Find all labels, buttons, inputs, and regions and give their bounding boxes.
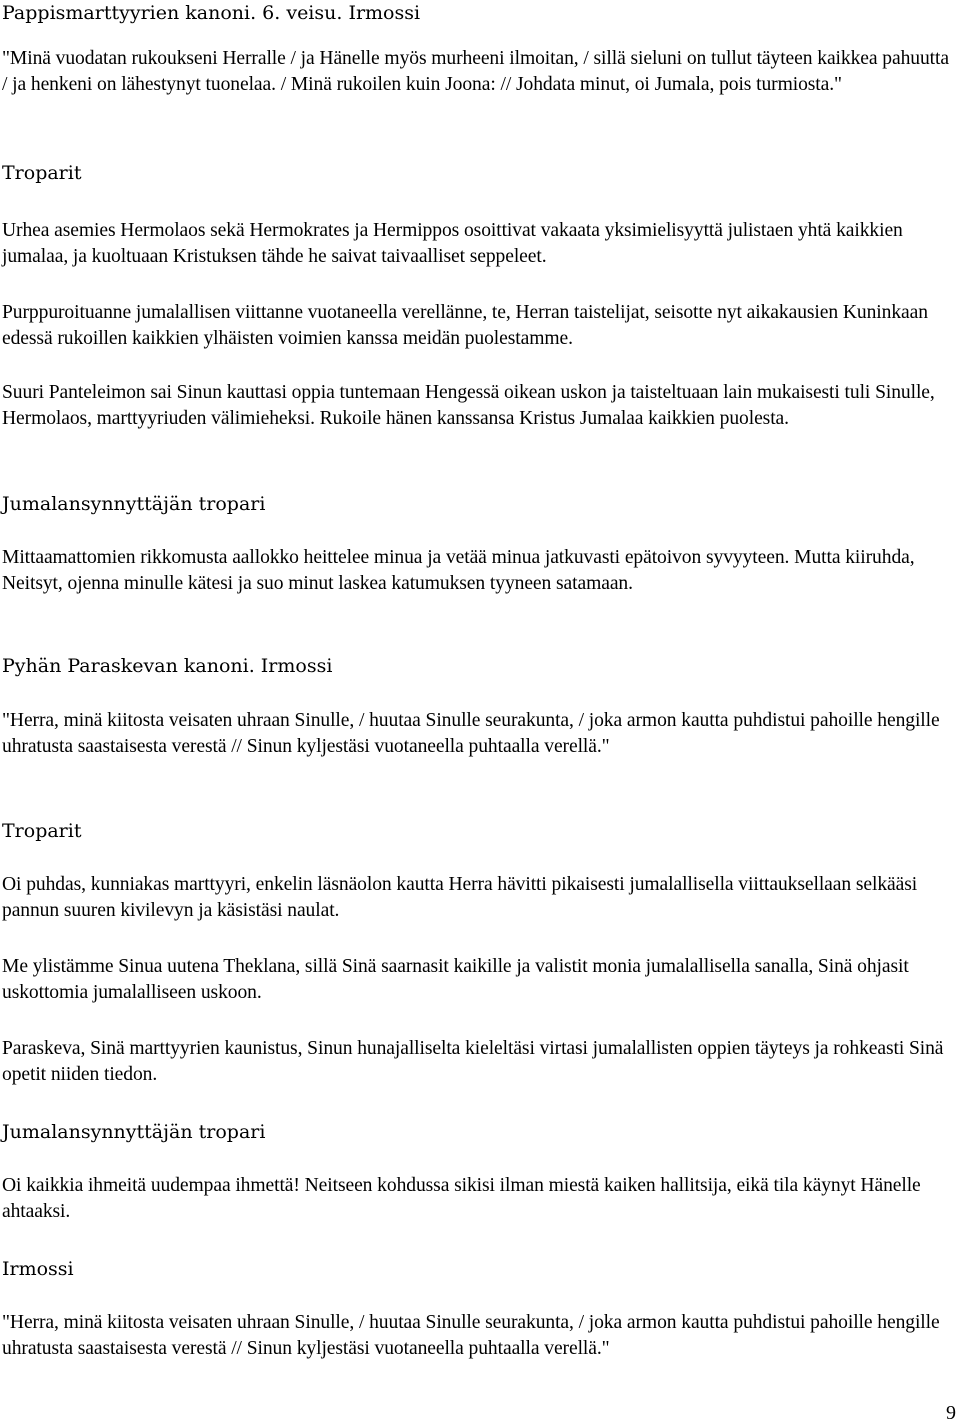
jumalansynnyttajan-tropari-1: Mittaamattomien rikkomusta aallokko heittelee minua ja vetää minua jatkuvasti epätoivon syvyyteen. Mutta kiiruhda, Neitsyt, ojenna minulle kätesi ja suo minut laskea katumuksen tyyneen satamaan.	[2, 547, 915, 595]
page-number: 9	[946, 1402, 956, 1424]
jumalansynnyttajan-tropari-heading-1: Jumalansynnyttäjän tropari	[2, 493, 266, 515]
troparit-2-para-2: Me ylistämme Sinua uutena Theklana, sillä Sinä saarnasit kaikille ja valistit monia jumalallisella sanalla, Sinä ohjasit uskottomia jumalalliseen uskoon.	[2, 956, 909, 1004]
kanoni-title: Pappismarttyyrien kanoni. 6. veisu. Irmossi	[2, 2, 421, 24]
jumalansynnyttajan-tropari-2: Oi kaikkia ihmeitä uudempaa ihmettä! Neitseen kohdussa sikisi ilman miestä kaiken hallitsija, eikä tila käynyt Hänelle ahtaaksi.	[2, 1175, 921, 1223]
troparit-2-para-3: Paraskeva, Sinä marttyyrien kaunistus, Sinun hunajalliselta kieleltäsi virtasi jumalallisten oppien täyteys ja rohkeasti Sinä opetit niiden tiedon.	[2, 1038, 944, 1086]
troparit-heading-1: Troparit	[2, 162, 82, 184]
irmossi-text-1: "Minä vuodatan rukoukseni Herralle / ja Hänelle myös murheeni ilmoitan, / sillä sieluni on tullut täyteen kaikkea pahuutta / ja henkeni on lähestynyt tuonelaa. / Minä rukoilen kuin Joona: // Johdata minut, oi Jumala, pois turmiosta."	[2, 48, 949, 96]
paraskevan-kanoni-title: Pyhän Paraskevan kanoni. Irmossi	[2, 655, 333, 677]
jumalansynnyttajan-tropari-heading-2: Jumalansynnyttäjän tropari	[2, 1121, 266, 1143]
troparit-1-para-2: Purppuroituanne jumalallisen viittanne vuotaneella verellänne, te, Herran taistelijat, seisotte nyt aikakausien Kuninkaan edessä rukoillen kaikkien ylhäisten voimien kanssa meidän puolestamme.	[2, 302, 928, 350]
troparit-1-para-3: Suuri Panteleimon sai Sinun kauttasi oppia tuntemaan Hengessä oikean uskon ja taisteltuaan lain mukaisesti tuli Sinulle, Hermolaos, marttyyriuden välimieheksi. Rukoile hänen kanssansa Kristus Jumalaa kaikkien puolesta.	[2, 382, 935, 430]
irmossi-text-2: "Herra, minä kiitosta veisaten uhraan Sinulle, / huutaa Sinulle seurakunta, / joka armon kautta puhdistui pahoille hengille uhratusta saastaisesta verestä // Sinun kyljestäsi vuotaneella puhtaalla verellä."	[2, 710, 940, 758]
troparit-heading-2: Troparit	[2, 820, 82, 842]
troparit-1-para-1: Urhea asemies Hermolaos sekä Hermokrates ja Hermippos osoittivat vakaata yksimielisyyttä julistaen yhtä kaikkien jumalaa, ja kuoltuaan Kristuksen tähde he saivat taivaalliset seppeleet.	[2, 220, 903, 268]
irmossi-heading: Irmossi	[2, 1258, 74, 1280]
irmossi-text-3: "Herra, minä kiitosta veisaten uhraan Sinulle, / huutaa Sinulle seurakunta, / joka armon kautta puhdistui pahoille hengille uhratusta saastaisesta verestä // Sinun kyljestäsi vuotaneella puhtaalla verellä."	[2, 1312, 940, 1360]
troparit-2-para-1: Oi puhdas, kunniakas marttyyri, enkelin läsnäolon kautta Herra hävitti pikaisesti jumalallisella viittauksellaan selkääsi pannun suuren kivilevyn ja käsistäsi naulat.	[2, 874, 918, 922]
